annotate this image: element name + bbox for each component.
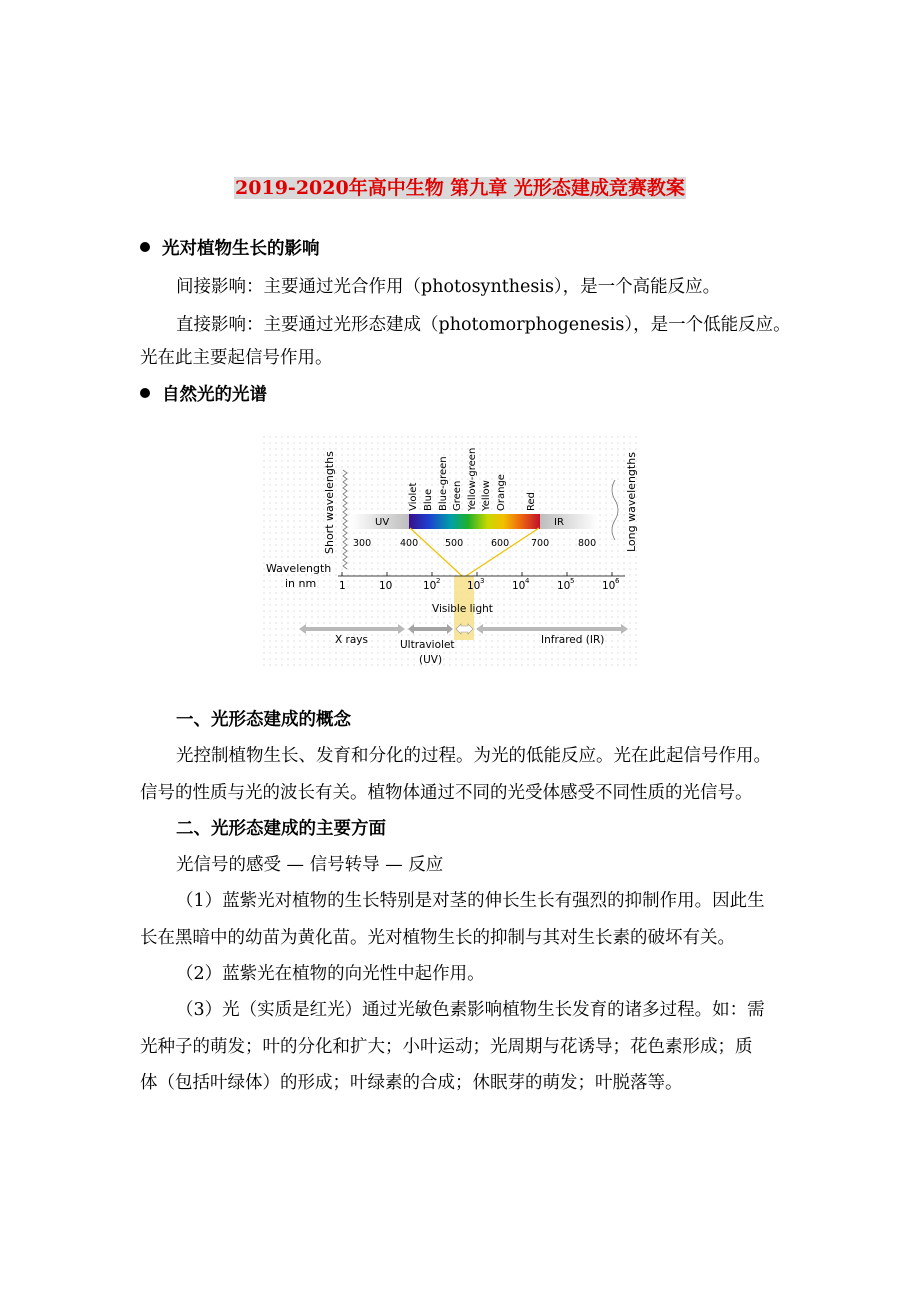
paragraph-line: 长在黑暗中的幼苗为黄化苗。光对植物生长的抑制与其对生长素的破坏有关。	[140, 928, 735, 948]
color-label-blue: Blue	[423, 488, 434, 511]
scale-label-600: 600	[491, 538, 510, 549]
paragraph-line: （2）蓝紫光在植物的向光性中起作用。	[176, 964, 485, 984]
bullet-icon	[140, 242, 150, 252]
log-tick-exponent: 3	[480, 577, 485, 585]
log-tick-label: 10	[557, 580, 571, 592]
color-label-blue-green: Blue-green	[438, 456, 449, 511]
ir-label: IR	[554, 517, 564, 528]
xrays-label: X rays	[335, 634, 368, 646]
log-tick-label: 10	[512, 580, 526, 592]
log-tick-exponent: 5	[570, 577, 575, 585]
scale-label-300: 300	[353, 538, 372, 549]
ultraviolet-abbrev-label: (UV)	[419, 654, 443, 666]
infrared-label: Infrared (IR)	[541, 634, 605, 646]
ultraviolet-label: Ultraviolet	[400, 639, 455, 651]
color-label-orange: Orange	[496, 474, 507, 511]
color-label-red: Red	[526, 492, 537, 511]
wavelength-label: Wavelength	[266, 562, 332, 575]
spectrum-figure	[263, 436, 637, 670]
log-tick-label: 10	[379, 580, 393, 592]
ir-band	[540, 514, 598, 529]
long-wavelengths-label: Long wavelengths	[625, 452, 637, 552]
paragraph-line: （1）蓝紫光对植物的生长特别是对茎的伸长生长有强烈的抑制作用。因此生	[176, 891, 765, 911]
paragraph-line: 光在此主要起信号作用。	[140, 348, 333, 368]
scale-label-400: 400	[400, 538, 419, 549]
scale-label-700: 700	[531, 538, 550, 549]
log-tick-label: 10	[467, 580, 481, 592]
log-tick-exponent: 4	[525, 577, 530, 585]
paragraph-line: 体（包括叶绿体）的形成；叶绿素的合成；休眠芽的萌发；叶脱落等。	[140, 1073, 683, 1093]
paragraph-line: （3）光（实质是红光）通过光敏色素影响植物生长发育的诸多过程。如：需	[176, 1000, 765, 1020]
process-flow-line: 光信号的感受 — 信号转导 — 反应	[176, 855, 444, 875]
page-title: 2019-2020年高中生物 第九章 光形态建成竞赛教案	[235, 177, 685, 199]
paragraph-line: 间接影响：主要通过光合作用（photosynthesis），是一个高能反应。	[176, 277, 721, 297]
paragraph-line: 直接影响：主要通过光形态建成（photomorphogenesis），是一个低能反应。	[176, 315, 791, 335]
short-wavelengths-label: Short wavelengths	[323, 451, 336, 554]
scale-label-800: 800	[578, 538, 597, 549]
paragraph-line: 光种子的萌发；叶的分化和扩大；小叶运动；光周期与花诱导；花色素形成；质	[140, 1037, 753, 1057]
scale-label-500: 500	[445, 538, 464, 549]
log-tick-label: 1	[339, 580, 346, 592]
wavelength-unit-label: in nm	[285, 577, 317, 590]
uv-label: UV	[375, 517, 390, 528]
visible-light-label: Visible light	[432, 603, 493, 615]
log-tick-label: 10	[423, 580, 437, 592]
bullet-icon	[140, 388, 150, 398]
paragraph-line: 信号的性质与光的波长有关。植物体通过不同的光受体感受不同性质的光信号。	[140, 783, 753, 803]
color-label-yellow: Yellow	[481, 480, 492, 511]
part1-heading: 一、光形态建成的概念	[176, 710, 351, 730]
color-label-green: Green	[452, 480, 463, 511]
section-heading-light-effects: 光对植物生长的影响	[140, 237, 790, 261]
log-tick-exponent: 2	[436, 577, 441, 585]
log-tick-label: 10	[602, 580, 616, 592]
spectrum-diagram	[263, 436, 637, 670]
log-tick-exponent: 6	[615, 577, 620, 585]
color-label-violet: Violet	[408, 482, 419, 511]
part2-heading: 二、光形态建成的主要方面	[176, 819, 386, 839]
color-label-yellow-green: Yellow-green	[467, 447, 478, 511]
section-heading-spectrum: 自然光的光谱	[140, 383, 790, 407]
paragraph-line: 光控制植物生长、发育和分化的过程。为光的低能反应。光在此起信号作用。	[176, 746, 771, 766]
visible-spectrum-band	[409, 514, 540, 529]
